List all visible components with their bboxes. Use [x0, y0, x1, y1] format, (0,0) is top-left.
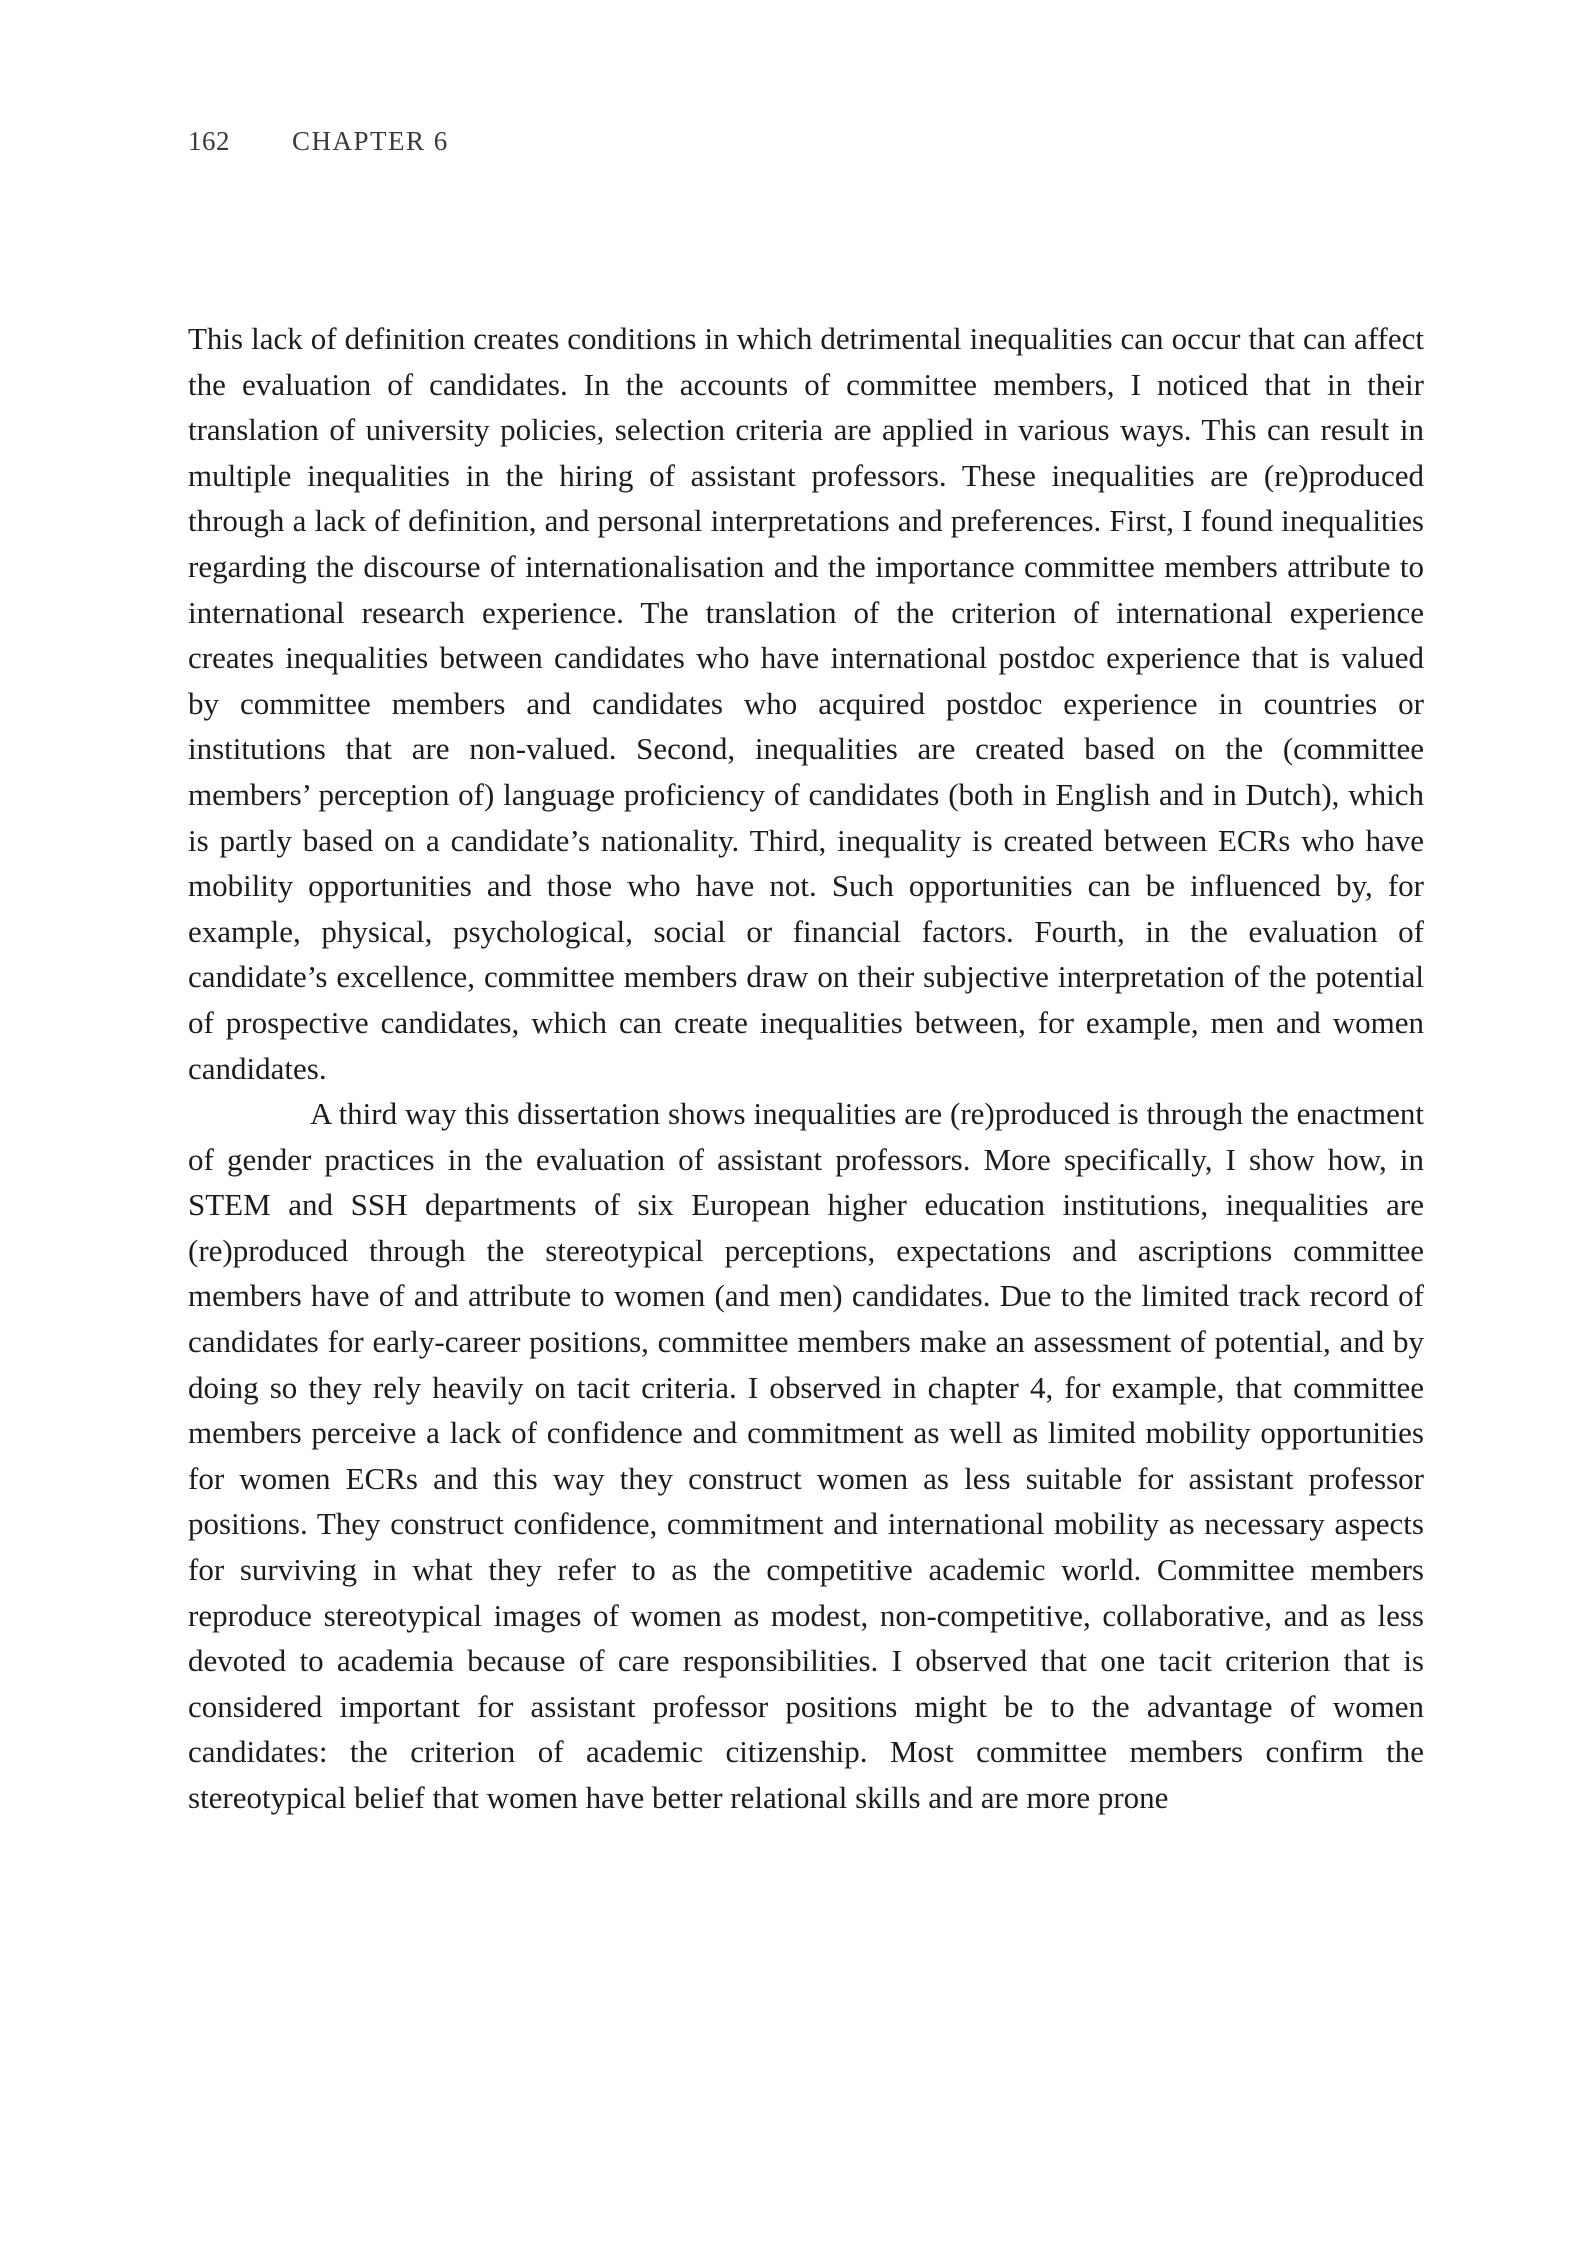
page-number: 162: [188, 126, 230, 156]
body-text: [188, 316, 1424, 1821]
chapter-label: CHAPTER 6: [292, 126, 449, 156]
paragraph-1: This lack of definition creates conditions in which detrimental inequalities can occur that can affect the evaluation of candidates. In the accounts of committee members, I noticed that in their translation of university policies, selection criteria are applied in various ways. This can result in multiple inequalities in the hiring of assistant professors. These inequalities are (re)produced through a lack of definition, and personal interpretations and preferences. First, I found inequalities regarding the discourse of internationalisation and the importance committee members attribute to international research experience. The translation of the criterion of international experience creates inequalities between candidates who have international postdoc experience that is valued by committee members and candidates who acquired postdoc experience in countries or institutions that are non-valued. Second, inequalities are created based on the (committee members’ perception of) language proficiency of candidates (both in English and in Dutch), which is partly based on a candidate’s nationality. Third, inequality is created between ECRs who have mobility opportunities and those who have not. Such opportunities can be influenced by, for example, physical, psychological, social or financial factors. Fourth, in the evaluation of candidate’s excellence, committee members draw on their subjective interpretation of the potential of prospective candidates, which can create inequalities between, for example, men and women candidates.: [188, 321, 1424, 1086]
running-header: [188, 126, 449, 157]
paragraph-2: A third way this dissertation shows inequalities are (re)produced is through the enactment of gender practices in the evaluation of assistant professors. More specifically, I show how, in STEM and SSH departments of six European higher education institutions, inequalities are (re)produced through the stereotypical perceptions, expectations and ascriptions committee members have of and attribute to women (and men) candidates. Due to the limited track record of candidates for early-career positions, committee members make an assessment of potential, and by doing so they rely heavily on tacit criteria. I observed in chapter 4, for example, that committee members perceive a lack of confidence and commitment as well as limited mobility opportunities for women ECRs and this way they construct women as less suitable for assistant professor positions. They construct confidence, commitment and international mobility as necessary aspects for surviving in what they refer to as the competitive academic world. Committee members reproduce stereotypical images of women as modest, non-competitive, collaborative, and as less devoted to academia because of care responsibilities. I observed that one tacit criterion that is considered important for assistant professor positions might be to the advantage of women candidates: the criterion of academic citizenship. Most committee members confirm the stereotypical belief that women have better relational skills and are more prone: [188, 1096, 1424, 1815]
